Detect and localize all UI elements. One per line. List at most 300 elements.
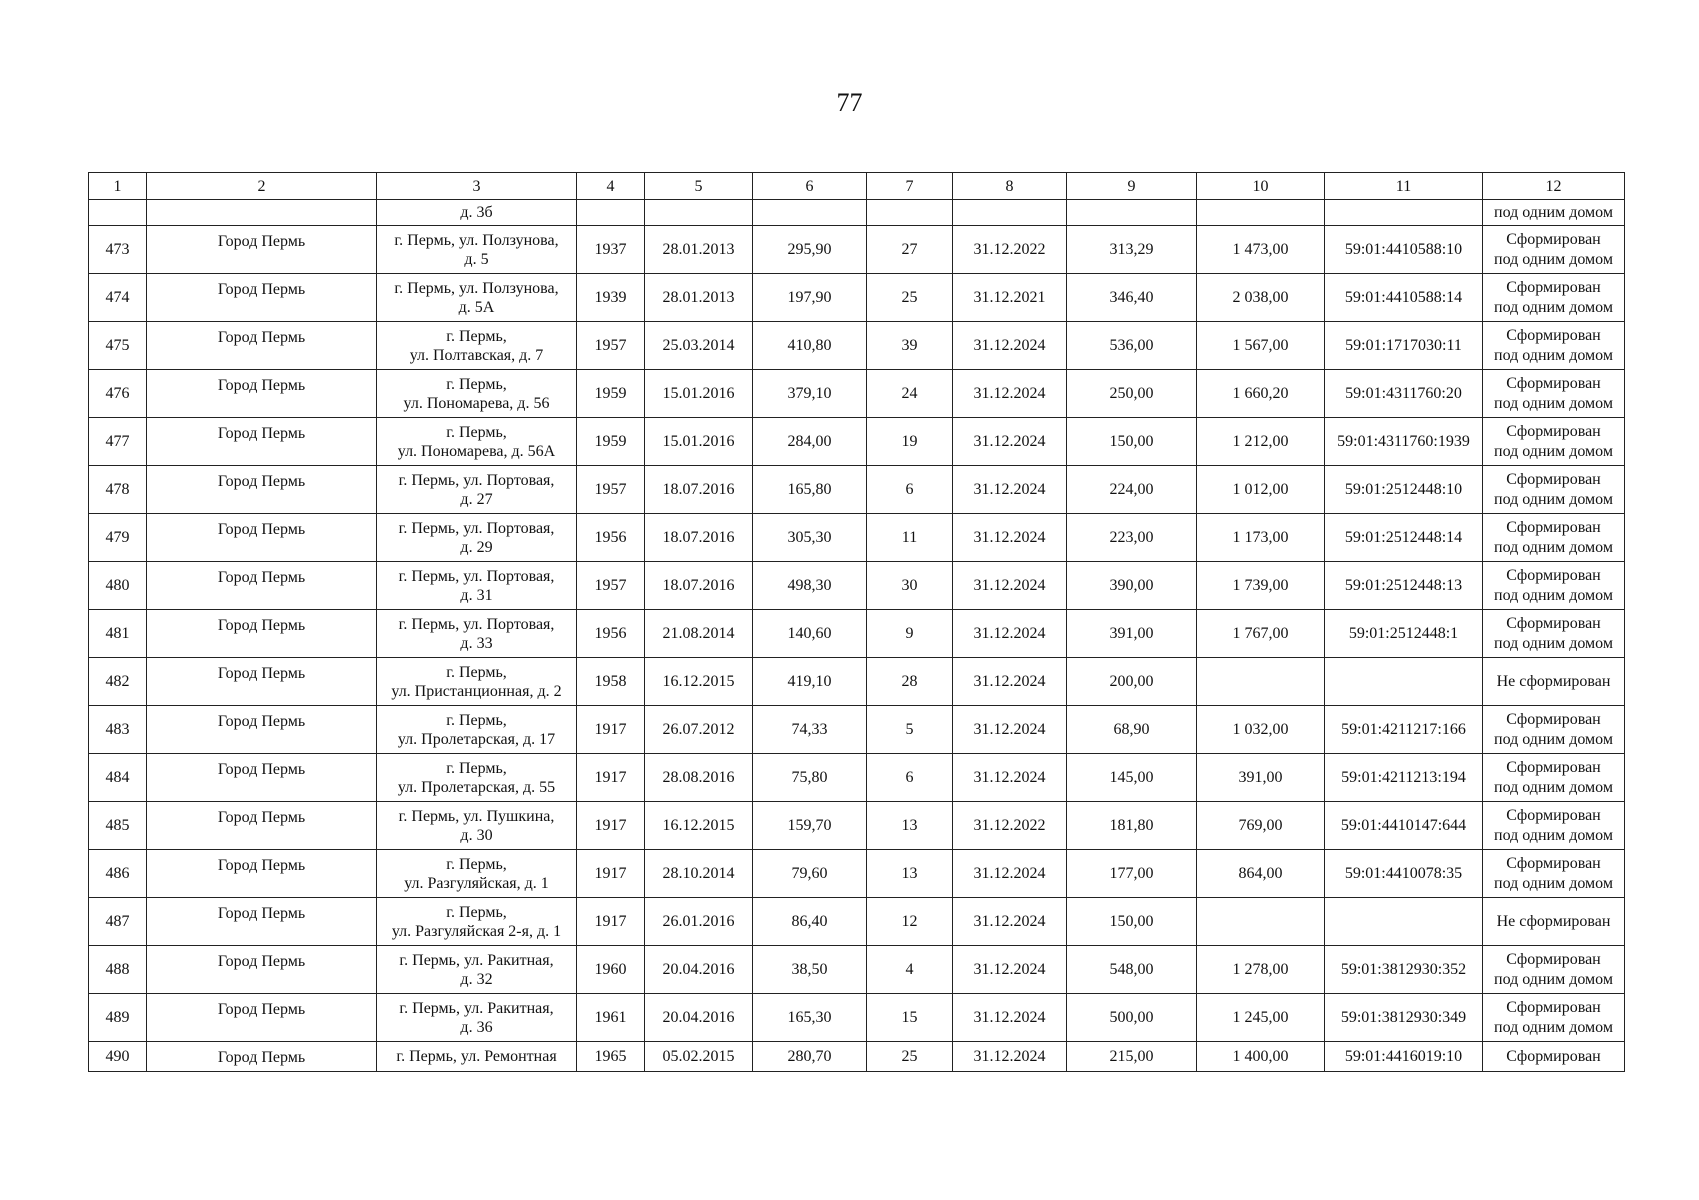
- table-row: [89, 898, 1625, 946]
- cell-plot-area: [1197, 898, 1325, 946]
- cell-residents: 11: [867, 514, 953, 562]
- cell-year: 1957: [577, 466, 645, 514]
- cell-year: 1961: [577, 994, 645, 1042]
- cell-deadline: 31.12.2021: [953, 274, 1067, 322]
- cell-deadline: 31.12.2024: [953, 562, 1067, 610]
- cell-plot-area: 391,00: [1197, 754, 1325, 802]
- cell-residents: 25: [867, 274, 953, 322]
- cell-date: 28.01.2013: [645, 274, 753, 322]
- cell-status: [1483, 466, 1625, 514]
- address-line: ул. Пристанционная, д. 2: [391, 682, 562, 700]
- cell-year: 1917: [577, 706, 645, 754]
- cell-year: 1956: [577, 514, 645, 562]
- table-row: [89, 226, 1625, 274]
- table-row: [89, 946, 1625, 994]
- cell-municipality: Город Пермь: [147, 562, 377, 610]
- cell-plot-area: 864,00: [1197, 850, 1325, 898]
- cell-area: 79,60: [753, 850, 867, 898]
- table-header: [89, 173, 1625, 200]
- address-line: ул. Пролетарская, д. 17: [397, 730, 556, 748]
- status-line: под одним домом: [1494, 826, 1613, 844]
- cell-address: [377, 1042, 577, 1072]
- cell-deadline: 31.12.2024: [953, 418, 1067, 466]
- cell: [89, 200, 147, 226]
- cell-land-area: 548,00: [1067, 946, 1197, 994]
- cell-cadastral-number: 59:01:2512448:14: [1325, 514, 1483, 562]
- cell-residents: 13: [867, 802, 953, 850]
- address-line: ул. Пономарева, д. 56А: [397, 442, 556, 460]
- cell-plot-area: 1 212,00: [1197, 418, 1325, 466]
- cell: [1197, 200, 1325, 226]
- status-line: под одним домом: [1494, 346, 1613, 364]
- table-row: [89, 610, 1625, 658]
- cell-year: 1965: [577, 1042, 645, 1072]
- cell-deadline: 31.12.2022: [953, 802, 1067, 850]
- cell-status: [1483, 706, 1625, 754]
- cell-status: [1483, 274, 1625, 322]
- cell-plot-area: 769,00: [1197, 802, 1325, 850]
- cell-municipality: Город Пермь: [147, 610, 377, 658]
- address-line: ул. Пролетарская, д. 55: [397, 778, 556, 796]
- status-line: Сформирован: [1506, 374, 1601, 392]
- cell-number: 485: [89, 802, 147, 850]
- cell-area: 74,33: [753, 706, 867, 754]
- cell-residents: 6: [867, 466, 953, 514]
- cell-address: [377, 706, 577, 754]
- cell-address: [377, 370, 577, 418]
- table-row: [89, 370, 1625, 418]
- status-line: под одним домом: [1494, 538, 1613, 556]
- cell-deadline: 31.12.2024: [953, 946, 1067, 994]
- cell-deadline: 31.12.2024: [953, 898, 1067, 946]
- cell-cadastral-number: 59:01:4410588:14: [1325, 274, 1483, 322]
- address-line: г. Пермь,: [446, 375, 507, 393]
- status-line: под одним домом: [1494, 1018, 1613, 1036]
- status-line: Сформирован: [1506, 422, 1601, 440]
- address-line: д. 32: [460, 970, 493, 988]
- cell-municipality: Город Пермь: [147, 802, 377, 850]
- cell-date: 28.10.2014: [645, 850, 753, 898]
- status-line: Сформирован: [1506, 518, 1601, 536]
- cell-number: 474: [89, 274, 147, 322]
- cell-address: [377, 562, 577, 610]
- cell-plot-area: 1 245,00: [1197, 994, 1325, 1042]
- cell-date: 26.01.2016: [645, 898, 753, 946]
- cell-residents: 5: [867, 706, 953, 754]
- cell-address: [377, 466, 577, 514]
- cell-date: 21.08.2014: [645, 610, 753, 658]
- housing-table-container: [88, 172, 1625, 1072]
- cell-address: [377, 322, 577, 370]
- cell: [953, 200, 1067, 226]
- cell-area: 379,10: [753, 370, 867, 418]
- cell-deadline: 31.12.2024: [953, 466, 1067, 514]
- cell-land-area: 224,00: [1067, 466, 1197, 514]
- cell-address: [377, 514, 577, 562]
- cell-year: 1937: [577, 226, 645, 274]
- cell-year: 1917: [577, 850, 645, 898]
- cell-cadastral-number: 59:01:2512448:13: [1325, 562, 1483, 610]
- table-row: [89, 514, 1625, 562]
- col-header: 11: [1325, 173, 1483, 200]
- status-line: Сформирован: [1506, 998, 1601, 1016]
- cell-number: 488: [89, 946, 147, 994]
- cell-status: [1483, 850, 1625, 898]
- cell-address: [377, 610, 577, 658]
- cell-cadastral-number: 59:01:4211217:166: [1325, 706, 1483, 754]
- cell-address: [377, 946, 577, 994]
- cell-year: 1959: [577, 418, 645, 466]
- cell-municipality: Город Пермь: [147, 994, 377, 1042]
- cell-plot-area: 1 012,00: [1197, 466, 1325, 514]
- housing-table: [88, 172, 1625, 1072]
- cell-residents: 13: [867, 850, 953, 898]
- cell-area: 295,90: [753, 226, 867, 274]
- cell: [645, 200, 753, 226]
- address-line: ул. Полтавская, д. 7: [409, 346, 544, 364]
- cell-plot-area: 1 473,00: [1197, 226, 1325, 274]
- cell-date: 15.01.2016: [645, 418, 753, 466]
- cell-municipality: Город Пермь: [147, 754, 377, 802]
- cell-deadline: 31.12.2024: [953, 658, 1067, 706]
- address-line: г. Пермь, ул. Ползунова,: [394, 231, 559, 249]
- cell-year: 1959: [577, 370, 645, 418]
- col-header: 8: [953, 173, 1067, 200]
- address-line: д. 36: [460, 1018, 493, 1036]
- cell-area: 86,40: [753, 898, 867, 946]
- status-line: под одним домом: [1494, 586, 1613, 604]
- status-line: Сформирован: [1506, 1047, 1601, 1065]
- cell-area: 165,30: [753, 994, 867, 1042]
- cell-date: 05.02.2015: [645, 1042, 753, 1072]
- table-row: [89, 754, 1625, 802]
- cell-plot-area: 1 032,00: [1197, 706, 1325, 754]
- cell-status: [1483, 370, 1625, 418]
- cell-number: 490: [89, 1042, 147, 1072]
- cell-land-area: 500,00: [1067, 994, 1197, 1042]
- status-line: Не сформирован: [1496, 912, 1611, 930]
- address-line: г. Пермь,: [446, 759, 507, 777]
- col-header: 6: [753, 173, 867, 200]
- table-row: [89, 418, 1625, 466]
- cell-cadastral-number: 59:01:4311760:1939: [1325, 418, 1483, 466]
- cell-deadline: 31.12.2022: [953, 226, 1067, 274]
- cell-date: 28.01.2013: [645, 226, 753, 274]
- cell-date: 18.07.2016: [645, 562, 753, 610]
- cell-deadline: 31.12.2024: [953, 322, 1067, 370]
- table-row: [89, 850, 1625, 898]
- status-line: под одним домом: [1494, 250, 1613, 268]
- cell: [753, 200, 867, 226]
- cell-municipality: Город Пермь: [147, 850, 377, 898]
- cell-deadline: 31.12.2024: [953, 754, 1067, 802]
- status-line: под одним домом: [1494, 298, 1613, 316]
- cell: [147, 200, 377, 226]
- status-line: под одним домом: [1494, 394, 1613, 412]
- cell-deadline: 31.12.2024: [953, 850, 1067, 898]
- status-line: Не сформирован: [1496, 672, 1611, 690]
- cell-date: 20.04.2016: [645, 946, 753, 994]
- cell-residents: 15: [867, 994, 953, 1042]
- cell-cadastral-number: 59:01:4410078:35: [1325, 850, 1483, 898]
- cell-plot-area: 1 660,20: [1197, 370, 1325, 418]
- cell-date: 25.03.2014: [645, 322, 753, 370]
- cell-municipality: Город Пермь: [147, 466, 377, 514]
- status-line: Сформирован: [1506, 854, 1601, 872]
- cell-residents: 6: [867, 754, 953, 802]
- cell-year: 1957: [577, 562, 645, 610]
- address-line: г. Пермь,: [446, 903, 507, 921]
- cell-date: 26.07.2012: [645, 706, 753, 754]
- cell-area: 140,60: [753, 610, 867, 658]
- cell-cadastral-number: 59:01:1717030:11: [1325, 322, 1483, 370]
- cell-number: 484: [89, 754, 147, 802]
- cell-land-area: 150,00: [1067, 898, 1197, 946]
- cell-plot-area: [1197, 658, 1325, 706]
- status-line: под одним домом: [1494, 730, 1613, 748]
- cell-number: 478: [89, 466, 147, 514]
- cell-municipality: Город Пермь: [147, 226, 377, 274]
- col-header: 2: [147, 173, 377, 200]
- cell-deadline: 31.12.2024: [953, 370, 1067, 418]
- cell-year: 1956: [577, 610, 645, 658]
- cell-area: 280,70: [753, 1042, 867, 1072]
- cell-address: [377, 994, 577, 1042]
- cell-number: 487: [89, 898, 147, 946]
- cell-plot-area: 1 567,00: [1197, 322, 1325, 370]
- cell-area: 38,50: [753, 946, 867, 994]
- cell-land-area: 200,00: [1067, 658, 1197, 706]
- table-row: [89, 466, 1625, 514]
- cell-status: [1483, 1042, 1625, 1072]
- cell-municipality: Город Пермь: [147, 946, 377, 994]
- cell-number: 489: [89, 994, 147, 1042]
- address-line: д. 30: [460, 826, 493, 844]
- cell-status: [1483, 514, 1625, 562]
- cell-area: 75,80: [753, 754, 867, 802]
- cell-status: [1483, 802, 1625, 850]
- cell-residents: 19: [867, 418, 953, 466]
- cell-year: 1917: [577, 754, 645, 802]
- cell-status: [1483, 754, 1625, 802]
- address-line: г. Пермь,: [446, 423, 507, 441]
- status-line: Сформирован: [1506, 278, 1601, 296]
- cell-land-area: 313,29: [1067, 226, 1197, 274]
- cell-number: 479: [89, 514, 147, 562]
- cell-residents: 30: [867, 562, 953, 610]
- cell-address: [377, 754, 577, 802]
- address-line: д. 31: [460, 586, 493, 604]
- cell-status: [1483, 562, 1625, 610]
- address-line: г. Пермь, ул. Ремонтная: [396, 1048, 557, 1065]
- cell-cadastral-number: 59:01:4211213:194: [1325, 754, 1483, 802]
- address-line: ул. Разгуляйская 2-я, д. 1: [391, 922, 562, 940]
- cell-number: 473: [89, 226, 147, 274]
- cell-date: 28.08.2016: [645, 754, 753, 802]
- cell-number: 483: [89, 706, 147, 754]
- status-line: Сформирован: [1506, 230, 1601, 248]
- cell-residents: 25: [867, 1042, 953, 1072]
- cell-cadastral-number: 59:01:2512448:1: [1325, 610, 1483, 658]
- cell-cadastral-number: 59:01:3812930:352: [1325, 946, 1483, 994]
- cell-status: [1483, 658, 1625, 706]
- address-line: г. Пермь,: [446, 855, 507, 873]
- cell-number: 481: [89, 610, 147, 658]
- cell-land-area: 391,00: [1067, 610, 1197, 658]
- address-line: д. 33: [460, 634, 493, 652]
- table-row: [89, 1042, 1625, 1072]
- cell-cadastral-number: 59:01:4311760:20: [1325, 370, 1483, 418]
- status-line: под одним домом: [1494, 874, 1613, 892]
- cell: [577, 200, 645, 226]
- cell-residents: 39: [867, 322, 953, 370]
- cell-address: [377, 226, 577, 274]
- cell-land-area: 215,00: [1067, 1042, 1197, 1072]
- address-line: г. Пермь, ул. Пушкина,: [398, 807, 555, 825]
- address-line: г. Пермь,: [446, 711, 507, 729]
- cell-deadline: 31.12.2024: [953, 706, 1067, 754]
- address-line: д. 29: [460, 538, 493, 556]
- status-line: Сформирован: [1506, 806, 1601, 824]
- address-line: г. Пермь, ул. Ползунова,: [394, 279, 559, 297]
- cell-residents: 9: [867, 610, 953, 658]
- table-row: [89, 322, 1625, 370]
- cell-plot-area: 1 400,00: [1197, 1042, 1325, 1072]
- col-header: 4: [577, 173, 645, 200]
- cell-year: 1958: [577, 658, 645, 706]
- continuation-row: [89, 200, 1625, 226]
- cell-municipality: Город Пермь: [147, 706, 377, 754]
- cell-address: [377, 274, 577, 322]
- cell-date: 18.07.2016: [645, 514, 753, 562]
- cell-deadline: 31.12.2024: [953, 994, 1067, 1042]
- address-line: г. Пермь, ул. Ракитная,: [399, 999, 554, 1017]
- cell-status: [1483, 898, 1625, 946]
- status-line: Сформирован: [1506, 614, 1601, 632]
- cell-residents: 4: [867, 946, 953, 994]
- cell-address: [377, 898, 577, 946]
- cell-address: [377, 658, 577, 706]
- table-row: [89, 274, 1625, 322]
- cell-land-area: 181,80: [1067, 802, 1197, 850]
- status-line: под одним домом: [1494, 634, 1613, 652]
- cell-year: 1939: [577, 274, 645, 322]
- col-header: 1: [89, 173, 147, 200]
- address-line: д. 27: [460, 490, 493, 508]
- cell-deadline: 31.12.2024: [953, 514, 1067, 562]
- table-row: [89, 562, 1625, 610]
- status-line: Сформирован: [1506, 950, 1601, 968]
- cell-cadastral-number: [1325, 658, 1483, 706]
- table-row: [89, 658, 1625, 706]
- cell-residents: 24: [867, 370, 953, 418]
- cell-land-area: 68,90: [1067, 706, 1197, 754]
- status-line: Сформирован: [1506, 566, 1601, 584]
- cell-status: [1483, 418, 1625, 466]
- status-line: Сформирован: [1506, 470, 1601, 488]
- cell-municipality: Город Пермь: [147, 370, 377, 418]
- cell-area: 410,80: [753, 322, 867, 370]
- cell-municipality: Город Пермь: [147, 898, 377, 946]
- col-header: 3: [377, 173, 577, 200]
- cell-number: 477: [89, 418, 147, 466]
- cell-land-area: 150,00: [1067, 418, 1197, 466]
- cell-address: [377, 802, 577, 850]
- cell-plot-area: 1 767,00: [1197, 610, 1325, 658]
- cell-cadastral-number: 59:01:4416019:10: [1325, 1042, 1483, 1072]
- cell-number: 486: [89, 850, 147, 898]
- cell-area: 159,70: [753, 802, 867, 850]
- status-line: под одним домом: [1494, 442, 1613, 460]
- header-row: [89, 173, 1625, 200]
- cell-residents: 27: [867, 226, 953, 274]
- cell-status: [1483, 610, 1625, 658]
- cell-area: 165,80: [753, 466, 867, 514]
- cell-date: 18.07.2016: [645, 466, 753, 514]
- cell-date: 16.12.2015: [645, 658, 753, 706]
- cell-municipality: Город Пермь: [147, 658, 377, 706]
- cell-area: 419,10: [753, 658, 867, 706]
- cell-year: 1917: [577, 898, 645, 946]
- cell-status: [1483, 946, 1625, 994]
- status-line: Сформирован: [1506, 710, 1601, 728]
- cell-status: [1483, 322, 1625, 370]
- col-header: 5: [645, 173, 753, 200]
- address-line: г. Пермь, ул. Ракитная,: [399, 951, 554, 969]
- status-line: Сформирован: [1506, 326, 1601, 344]
- status-line: под одним домом: [1494, 778, 1613, 796]
- cell-land-area: 177,00: [1067, 850, 1197, 898]
- cell-municipality: Город Пермь: [147, 322, 377, 370]
- cell: [1325, 200, 1483, 226]
- col-header: 10: [1197, 173, 1325, 200]
- address-line: ул. Пономарева, д. 56: [403, 394, 550, 412]
- cell-area: 498,30: [753, 562, 867, 610]
- status-line: Сформирован: [1506, 758, 1601, 776]
- table-row: [89, 802, 1625, 850]
- cell-number: 475: [89, 322, 147, 370]
- cell-plot-area: 2 038,00: [1197, 274, 1325, 322]
- cell-plot-area: 1 278,00: [1197, 946, 1325, 994]
- cell-cadastral-number: 59:01:4410147:644: [1325, 802, 1483, 850]
- cell-land-area: 536,00: [1067, 322, 1197, 370]
- cell-municipality: Город Пермь: [147, 418, 377, 466]
- cell-cadastral-number: 59:01:4410588:10: [1325, 226, 1483, 274]
- cell-date: 16.12.2015: [645, 802, 753, 850]
- cell-land-area: 145,00: [1067, 754, 1197, 802]
- cell-cadastral-number: 59:01:3812930:349: [1325, 994, 1483, 1042]
- address-line: д. 5: [464, 250, 489, 268]
- cell-number: 476: [89, 370, 147, 418]
- cell-deadline: 31.12.2024: [953, 610, 1067, 658]
- cell-municipality: Город Пермь: [147, 274, 377, 322]
- cell-land-area: 223,00: [1067, 514, 1197, 562]
- address-line: г. Пермь, ул. Портовая,: [398, 615, 555, 633]
- cell-land-area: 346,40: [1067, 274, 1197, 322]
- address-line: г. Пермь, ул. Портовая,: [398, 471, 555, 489]
- cell: [867, 200, 953, 226]
- cell-status: [1483, 226, 1625, 274]
- cell-area: 197,90: [753, 274, 867, 322]
- cell-year: 1957: [577, 322, 645, 370]
- address-line: д. 5А: [458, 298, 495, 316]
- address-line: ул. Разгуляйская, д. 1: [404, 874, 549, 892]
- cell-area: 284,00: [753, 418, 867, 466]
- cell-deadline: 31.12.2024: [953, 1042, 1067, 1072]
- table-body: [89, 200, 1625, 1072]
- cell-status-continued: под одним домом: [1483, 200, 1625, 226]
- cell-address: [377, 850, 577, 898]
